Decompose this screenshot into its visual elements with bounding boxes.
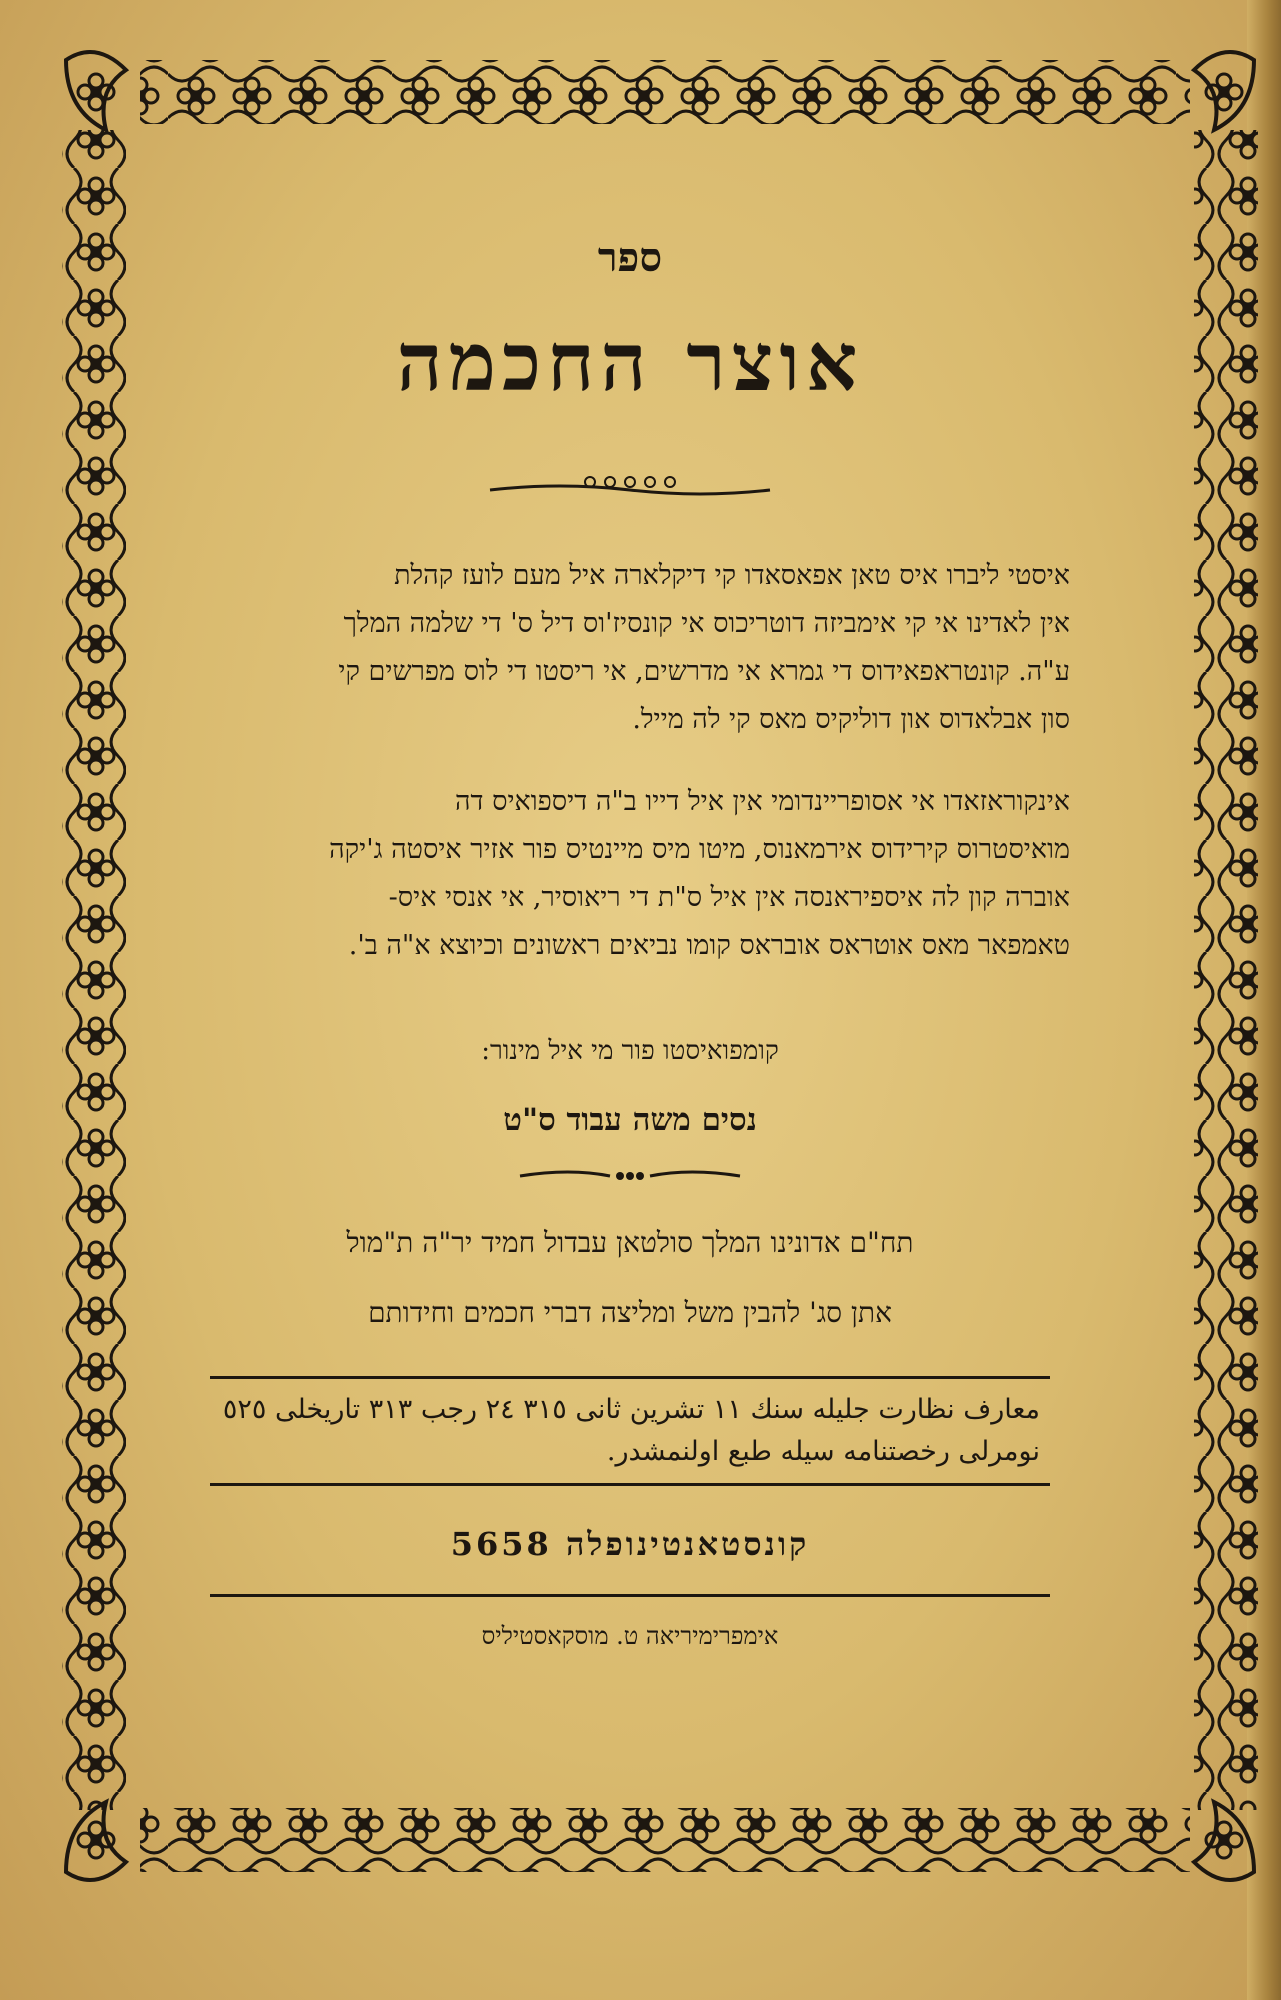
page-content: [150, 230, 1110, 1661]
reign-line: תח"ם אדונינו המלך סולטאן עבדול חמיד יר"ה ת"מול: [346, 1226, 914, 1259]
second-paragraph: [150, 778, 1110, 970]
intro-line: סון אבלאדוס און דוליקיס מאס קי לה מייל.: [632, 704, 1070, 735]
ottoman-permit: [150, 1389, 1110, 1473]
second-line: מואיסטרוס קירידוס אירמאנוס, מיטו מיס מיינטיס פור אזיר איסטה ג'יקה: [329, 834, 1070, 865]
intro-line: ע"ה. קונטראפאידוס די גמרא אי מדרשים, אי ריסטו די לוס מפרשים קי: [338, 656, 1070, 687]
city-and-year: קונסטאנטינופלה 5658: [450, 1525, 810, 1563]
second-line: טאמפאר מאס אוטראס אובראס קומו נביאים ראשונים וכיוצא א"ה ב'.: [348, 930, 1070, 961]
intro-line: אין לאדינו אי קי אימביזה דוטריכוס אי קונסיז'וס דיל ס' די שלמה המלך: [343, 608, 1070, 639]
compiled-by-label: קומפואיסטו פור מי איל מינור:: [481, 1036, 779, 1066]
sefer-label: ספר: [597, 234, 663, 281]
ottoman-line: معارف نظارت جليله سنك ١١ تشرين ثانى ٣١٥ ٢٤ رجب ٣١٣ تاريخلى ٥٢٥: [222, 1394, 1040, 1425]
rule-bottom: [210, 1594, 1050, 1597]
rule-top: [210, 1376, 1050, 1379]
rule-middle: [210, 1483, 1050, 1486]
intro-line: איסטי ליברו איס טאן אפאסאדו קי דיקלארה איל מעם לועז קהלת: [394, 560, 1070, 591]
book-title: אוצר החכמה: [396, 315, 864, 409]
ornament-divider-middle: [510, 1164, 750, 1188]
ottoman-line: نومرلى رخصتنامه سيله طبع اولنمشدر.: [606, 1436, 1040, 1467]
author-name: נסים משה עבוד ס"ט: [503, 1102, 757, 1138]
second-line: אוברה קון לה איספיראנסה אין איל ס"ת די ריאוסיר, אי אנסי איס-: [388, 882, 1070, 913]
printer-name: אימפרימיריאה ט. מוסקאסטיליס: [481, 1622, 779, 1650]
ornament-divider-top: [480, 468, 780, 508]
second-line: אינקוראזאדו אי אסופריינדומי אין איל דייו ב"ה דיספואיס דה: [455, 786, 1070, 817]
subtitle-line: אתן סג' להבין משל ומליצה דברי חכמים וחידותם: [368, 1296, 892, 1329]
intro-paragraph: [150, 552, 1110, 744]
